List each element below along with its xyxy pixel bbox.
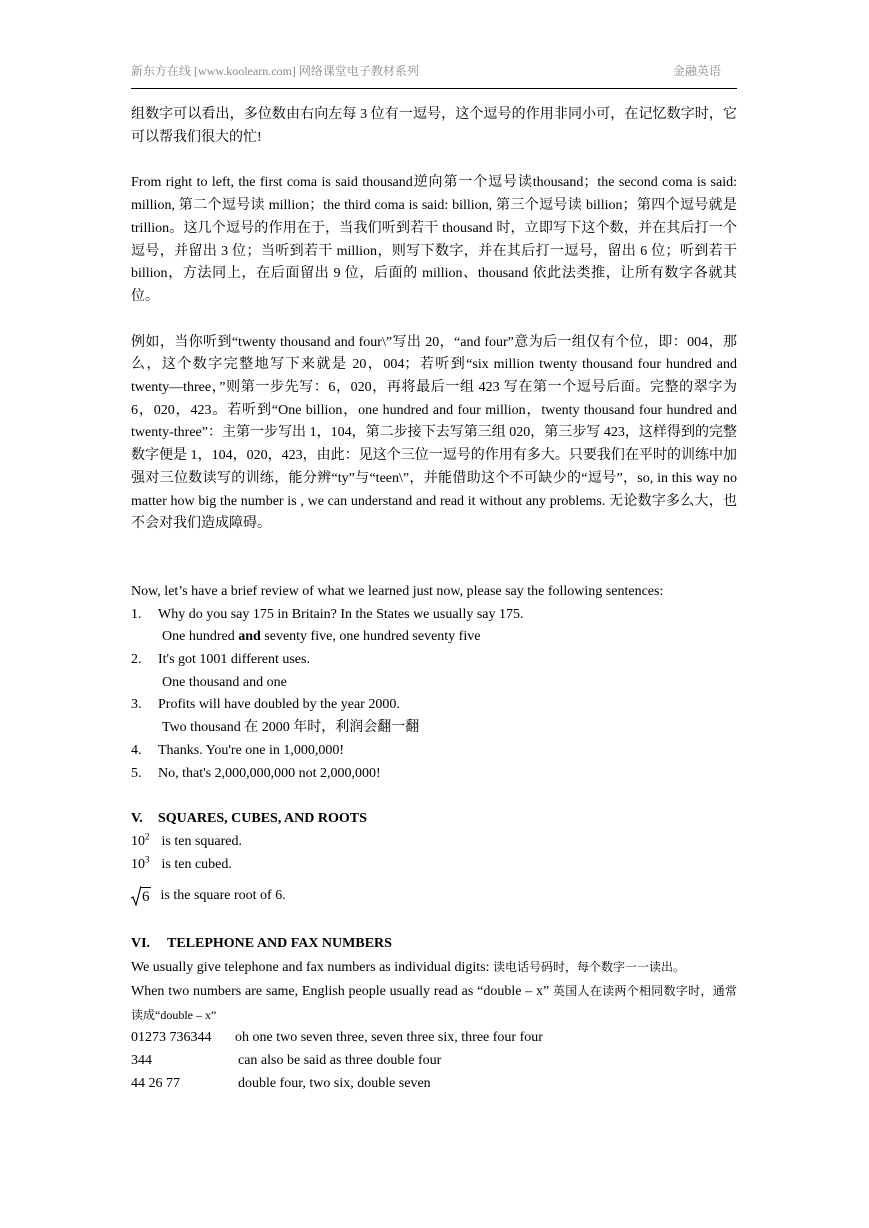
telephone-rule-2: [131, 980, 737, 1027]
list-text: Why do you say 175 in Britain? In the States we usually say 175.: [158, 606, 524, 622]
list-text: Profits will have doubled by the year 2000.: [158, 697, 400, 713]
rule-text-cn: 读电话号码时，每个数字一一读出。: [493, 960, 686, 975]
header-right-text: 金融英语: [672, 64, 721, 78]
square-root-symbol: [131, 886, 151, 906]
math-row-cubed: [131, 854, 737, 877]
section-number: VI.: [131, 936, 151, 952]
section-number: V.: [131, 811, 143, 827]
list-text: No, that's 2,000,000,000 not 2,000,000!: [158, 765, 381, 781]
radicand: 6: [142, 889, 150, 906]
phone-reading: double four, two six, double seven: [238, 1075, 431, 1091]
phone-reading: oh one two seven three, seven three six, three four four: [235, 1030, 543, 1046]
math-row-squared: [131, 831, 737, 854]
telephone-example: [131, 1027, 737, 1050]
section-heading-telephone: [131, 933, 737, 956]
telephone-example: [131, 1050, 737, 1073]
review-intro: Now, let’s have a brief review of what we learned just now, please say the following sentences:: [131, 583, 664, 599]
list-number: 1.: [131, 606, 142, 622]
list-number: 2.: [131, 652, 142, 668]
list-item: [131, 694, 737, 717]
list-text: Thanks. You're one in 1,000,000!: [158, 742, 345, 758]
math-base: 10: [131, 856, 145, 872]
math-text: is the square root of 6.: [160, 888, 286, 904]
section-heading-squares: [131, 808, 737, 831]
math-text: is ten squared.: [161, 833, 242, 849]
list-item: [131, 649, 737, 672]
phone-number: 01273 736344: [131, 1030, 212, 1046]
review-list: [131, 604, 737, 786]
paragraph-examples: 例如，当你听到“twenty thousand and four\”写出 20，“and four”意为后一组仅有个位，即：004，那么，这个数字完整地写下来就是 20，004；若听到“six million twenty thousand four hundred and twenty—three，”则第一步先写：6，020，再将最后一组 423 写在第一个逗号后面。完整的翠字为 6，020，423。若听到“One billion，one hundred and four million，twenty thousand four hundred and twenty-three”：主第一步写出 1，104，第二步接下去写第三组 020，第三步写 423，这样得到的完整数字便是 1，104，020，423，由此：见这个三位一逗号的作用有多大。只要我们在平时的训练中加强对三位数读写的训练，能分辨“ty”与“teen\”，并能借助这个不可缺少的“逗号”，so, in this way no matter how big the number is , we can understand and read it without any problems. 无论数字多么大，也不会对我们造成障碍。: [131, 334, 737, 532]
header-left-text: 新东方在线 [www.koolearn.com] 网络课堂电子教材系列: [131, 64, 419, 78]
list-number: 3.: [131, 697, 142, 713]
rule-text-cn: 英国人在读两个相同数字时，通常读成“double – x”: [131, 983, 737, 1022]
telephone-rule-1: [131, 956, 737, 980]
rule-text-en: We usually give telephone and fax numbers as individual digits:: [131, 960, 494, 976]
math-exponent: 3: [145, 854, 150, 865]
list-text: It's got 1001 different uses.: [158, 652, 310, 668]
list-number: 4.: [131, 742, 142, 758]
math-row-root: [131, 882, 737, 910]
paragraph-comma-rule: From right to left, the first coma is said thousand逆向第一个逗号读thousand；the second coma is said: million, 第二个逗号读 million；the third coma is said: billion, 第三个逗号读 billion；第四个逗号就是 trillion。这几个逗号的作用在于，当我们听到若干 thousand 时，立即写下这个数，并在其后打一个逗号，并留出 3 位；当听到若干 million，则写下数字，并在其后打一逗号，留出 6 位；听到若干 billion，方法同上，在后面留出 9 位，后面的 million、thousand 依此法类推，让所有数字各就其位。: [131, 175, 737, 304]
list-item: [131, 740, 737, 763]
rule-text-en: When two numbers are same, English people usually read as “double – x”: [131, 983, 554, 999]
list-item: [131, 763, 737, 786]
telephone-example: [131, 1073, 737, 1096]
page-header: [131, 62, 737, 89]
section-title: SQUARES, CUBES, AND ROOTS: [158, 811, 367, 827]
section-title: TELEPHONE AND FAX NUMBERS: [167, 936, 392, 952]
list-subtext: One thousand and one: [162, 674, 287, 690]
subtext-part: seventy five, one hundred seventy five: [260, 629, 481, 645]
phone-reading: can also be said as three double four: [238, 1052, 442, 1068]
paragraph-comma-intro: 组数字可以看出，多位数由右向左每 3 位有一逗号，这个逗号的作用非同小可，在记忆数字时，它可以帮我们很大的忙!: [131, 107, 737, 145]
list-subtext: Two thousand 在 2000 年时，利润会翻一翻: [162, 720, 420, 736]
math-exponent: 2: [145, 831, 150, 842]
math-text: is ten cubed.: [161, 856, 232, 872]
phone-number: 44 26 77: [131, 1075, 180, 1091]
subtext-bold: and: [238, 629, 261, 645]
list-item: [131, 604, 737, 627]
radical-sign-icon: [131, 886, 141, 906]
list-number: 5.: [131, 765, 142, 781]
document-body: [131, 104, 737, 1095]
list-subtext: [131, 626, 737, 649]
phone-number: 344: [131, 1052, 152, 1068]
math-base: 10: [131, 833, 145, 849]
subtext-part: One hundred: [162, 629, 239, 645]
